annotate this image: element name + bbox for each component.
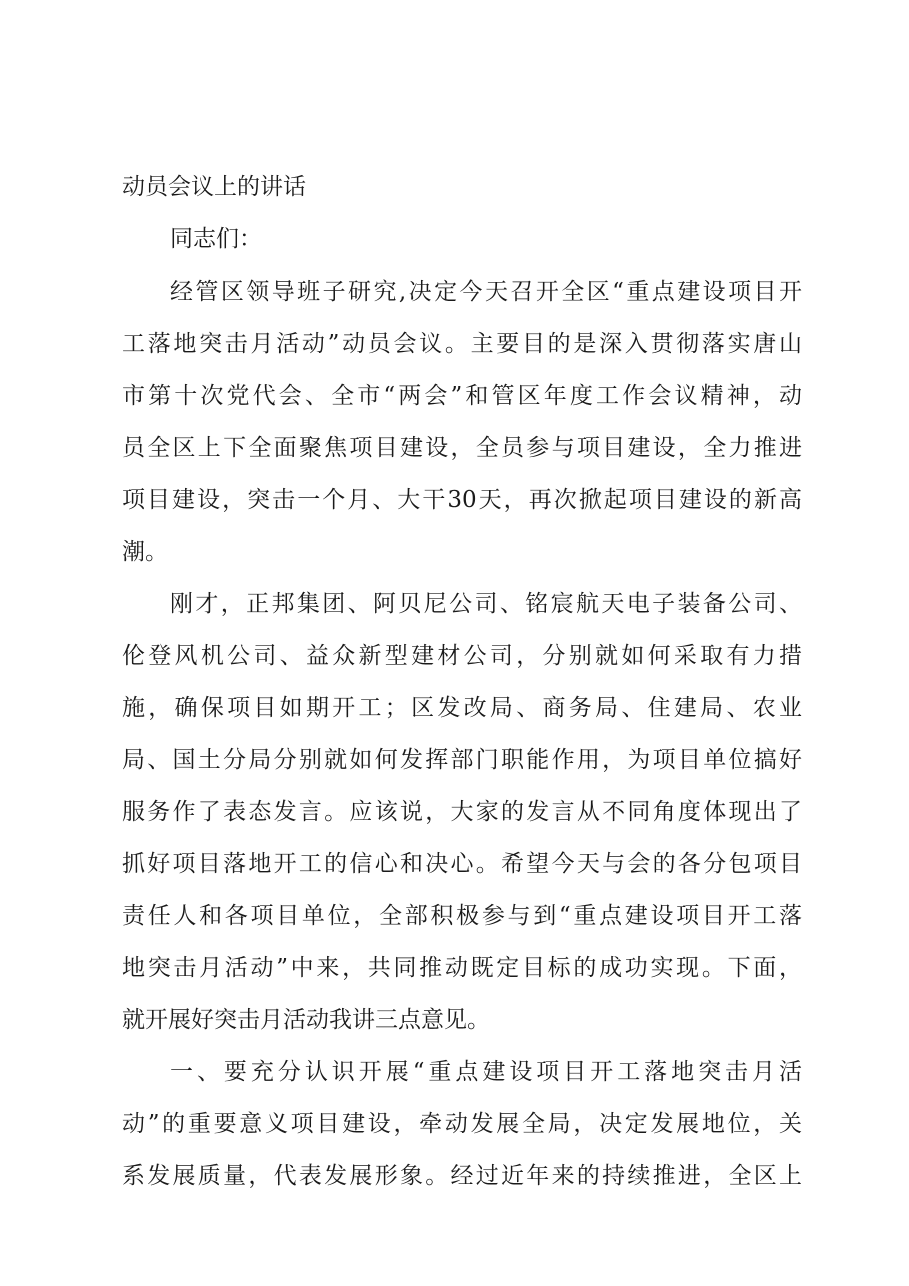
paragraph-3-line-3: 系发展质量，代表发展形象。经过近年来的持续推进，全区上 xyxy=(122,1163,802,1189)
paragraph-1-line-5: 项目建设，突击一个月、大干30天，再次掀起项目建设的新高 xyxy=(122,487,802,513)
paragraph-2-line-9: 就开展好突击月活动我讲三点意见。 xyxy=(122,1007,490,1033)
paragraph-3-line-2: 动”的重要意义项目建设，牵动发展全局，决定发展地位，关 xyxy=(122,1111,802,1137)
paragraph-1-line-6: 潮。 xyxy=(122,539,168,565)
document-title: 动员会议上的讲话 xyxy=(122,174,306,200)
paragraph-2-line-5: 服务作了表态发言。应该说，大家的发言从不同角度体现出了 xyxy=(122,799,802,825)
paragraph-2-line-3: 施，确保项目如期开工；区发改局、商务局、住建局、农业 xyxy=(122,695,802,721)
paragraph-1-line-3: 市第十次党代会、全市“两会”和管区年度工作会议精神，动 xyxy=(122,383,802,409)
paragraph-3-line-1: 一、要充分认识开展“重点建设项目开工落地突击月活 xyxy=(170,1059,802,1085)
paragraph-1-line-2: 工落地突击月活动”动员会议。主要目的是深入贯彻落实唐山 xyxy=(122,331,802,357)
paragraph-2-line-1: 刚才，正邦集团、阿贝尼公司、铭宸航天电子装备公司、 xyxy=(170,591,802,617)
salutation: 同志们： xyxy=(170,226,262,252)
paragraph-2-line-2: 伦登风机公司、益众新型建材公司，分别就如何采取有力措 xyxy=(122,643,802,669)
paragraph-2-line-4: 局、国土分局分别就如何发挥部门职能作用，为项目单位搞好 xyxy=(122,747,802,773)
paragraph-2-line-6: 抓好项目落地开工的信心和决心。希望今天与会的各分包项目 xyxy=(122,851,802,877)
paragraph-2-line-7: 责任人和各项目单位，全部积极参与到“重点建设项目开工落 xyxy=(122,903,802,929)
paragraph-1-line-1: 经管区领导班子研究,决定今天召开全区“重点建设项目开 xyxy=(170,279,802,305)
paragraph-1-line-4: 员全区上下全面聚焦项目建设，全员参与项目建设，全力推进 xyxy=(122,435,802,461)
paragraph-2-line-8: 地突击月活动”中来，共同推动既定目标的成功实现。下面， xyxy=(122,955,802,981)
